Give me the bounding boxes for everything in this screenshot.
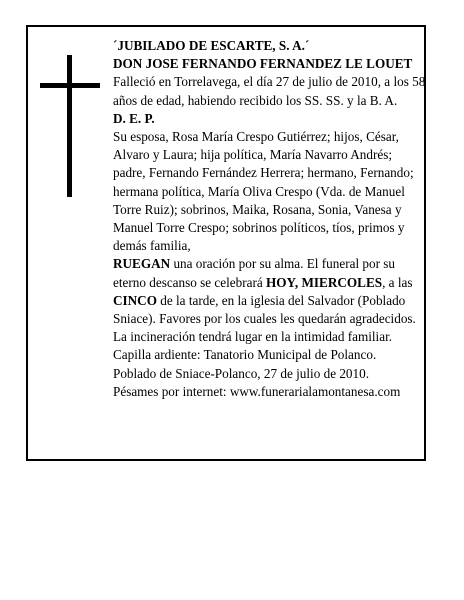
company-name: ´JUBILADO DE ESCARTE, S. A.´ xyxy=(113,38,310,53)
funeral-text-2: , a las xyxy=(382,274,413,290)
obituary-text xyxy=(113,37,426,401)
deceased-name: DON JOSE FERNANDO FERNANDEZ LE LOUET xyxy=(113,56,413,72)
cross-icon xyxy=(40,55,100,197)
ruegan-word: RUEGAN xyxy=(113,256,171,272)
family-list: Su esposa, Rosa María Crespo Gutiérrez; hijos, César, Alvaro y Laura; hija política, María Navarro Andrés; padre, Fernando Fernández Herrera; hermano, Fernando; hermana política, María Oliva Crespo (Vda. de Manuel Torre Ruiz); sobrinos, Maika, Rosana, Sonia, Vanesa y Manuel Torre Crespo; sobrinos políticos, tíos, primos y demás familia, xyxy=(113,129,414,254)
place-date: Poblado de Sniace-Polanco, 27 de julio de 2010. xyxy=(113,365,370,381)
funeral-day: HOY, MIERCOLES xyxy=(266,274,383,290)
rip-text: D. E. P. xyxy=(113,110,155,126)
death-info: Falleció en Torrelavega, el día 27 de julio de 2010, a los 58 años de edad, habiendo recibido los SS. SS. y la B. A. xyxy=(113,74,426,108)
funeral-hour: CINCO xyxy=(113,292,157,308)
condolences-line: Pésames por internet: www.funerarialamontanesa.com xyxy=(113,383,401,399)
funeral-text-3: de la tarde, en la iglesia del Salvador (Poblado Sniace). Favores por los cuales les quedarán agradecidos. La incineración tendrá lugar en la intimidad familiar. Capilla ardiente: Tanatorio Municipal de Polanco. xyxy=(113,292,416,363)
cross-horizontal-bar xyxy=(40,83,100,88)
funeral-paragraph xyxy=(113,255,426,364)
cross-vertical-bar xyxy=(67,55,72,197)
funeral-text-1: una oración por su alma. El funeral por su eterno descanso se celebrará xyxy=(113,256,396,290)
